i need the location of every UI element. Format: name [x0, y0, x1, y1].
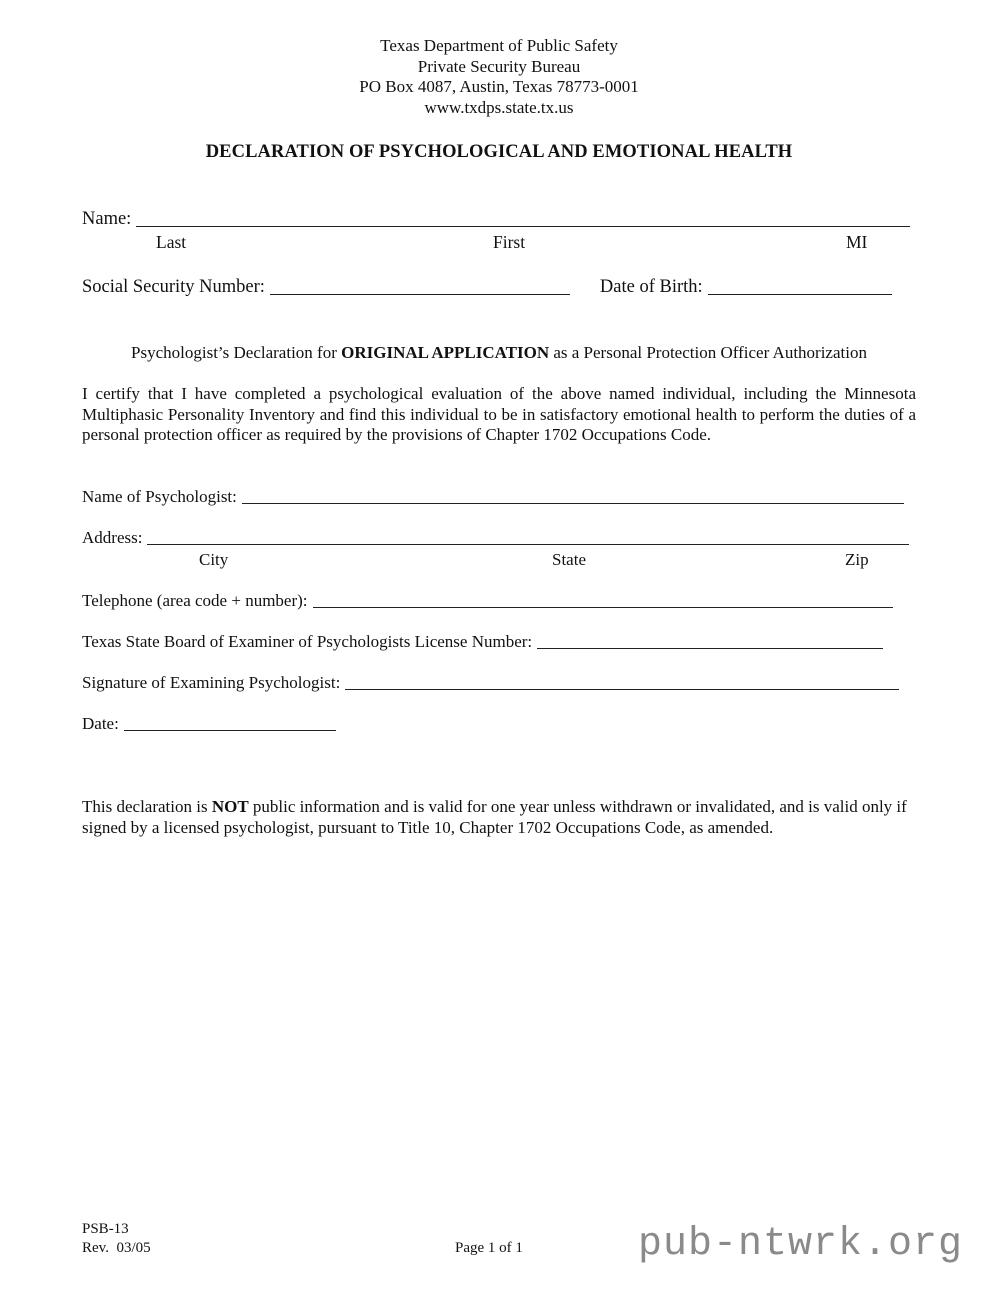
license-label: Texas State Board of Examiner of Psychologists License Number: [82, 632, 533, 651]
notice-post: public information and is valid for one year unless withdrawn or invalidated, and is valid only if signed by a licensed psychologist, pursuant to Title 10, Chapter 1702 Occupations Code, as amended. [82, 797, 907, 837]
telephone-field[interactable] [313, 591, 893, 608]
website: www.txdps.state.tx.us [424, 98, 574, 117]
date-row [82, 714, 336, 734]
declaration-intro-bold: ORIGINAL APPLICATION [341, 343, 550, 362]
page-title: DECLARATION OF PSYCHOLOGICAL AND EMOTIONAL HEALTH [205, 142, 793, 162]
psychologist-address-field[interactable] [147, 528, 909, 545]
applicant-name-row [82, 208, 910, 230]
license-row [82, 632, 883, 652]
date-field[interactable] [124, 714, 336, 731]
form-revision: Rev. 03/05 [82, 1240, 151, 1256]
address-sublabel-zip: Zip [845, 550, 869, 569]
signature-label: Signature of Examining Psychologist: [82, 673, 341, 692]
address-sublabel-state: State [552, 550, 586, 569]
psychologist-name-field[interactable] [242, 487, 904, 504]
form-number: PSB-13 [82, 1221, 129, 1237]
bureau-name: Private Security Bureau [417, 57, 581, 76]
signature-field[interactable] [345, 673, 899, 690]
psychologist-name-label: Name of Psychologist: [82, 487, 237, 506]
notice-pre: This declaration is [82, 797, 212, 816]
declaration-intro-post: as a Personal Protection Officer Authorization [549, 343, 867, 362]
declaration-intro [0, 343, 998, 363]
applicant-name-label: Name: [82, 209, 132, 229]
applicant-name-field[interactable] [136, 210, 910, 227]
dob-field[interactable] [708, 278, 892, 295]
telephone-label: Telephone (area code + number): [82, 591, 308, 610]
signature-row [82, 673, 899, 693]
license-field[interactable] [537, 632, 883, 649]
watermark: pub-ntwrk.org [638, 1222, 964, 1267]
ssn-field[interactable] [270, 278, 570, 295]
validity-notice [82, 797, 916, 838]
date-label: Date: [82, 714, 119, 733]
psychologist-name-row [82, 487, 904, 507]
name-sublabel-last: Last [156, 232, 187, 252]
declaration-intro-pre: Psychologist’s Declaration for [131, 343, 342, 362]
psychologist-address-label: Address: [82, 528, 143, 547]
notice-bold: NOT [211, 797, 249, 816]
psychologist-address-row [82, 528, 909, 548]
ssn-dob-row [82, 276, 892, 298]
name-sublabel-mi: MI [846, 232, 868, 252]
address-sublabel-city: City [199, 550, 229, 569]
ssn-label: Social Security Number: [82, 277, 265, 297]
name-sublabel-first: First [493, 232, 526, 252]
page-number: Page 1 of 1 [455, 1240, 523, 1256]
agency-name: Texas Department of Public Safety [380, 36, 618, 55]
telephone-row [82, 591, 893, 611]
certification-text: I certify that I have completed a psychological evaluation of the above named individual, including the Minnesota Multiphasic Personality Inventory and find this individual to be in satisfactory emotional health to perform the duties of a personal protection officer as required by the provisions of Chapter 1702 Occupations Code. [82, 384, 916, 444]
dob-label: Date of Birth: [599, 277, 703, 297]
mailing-address: PO Box 4087, Austin, Texas 78773-0001 [359, 77, 639, 96]
